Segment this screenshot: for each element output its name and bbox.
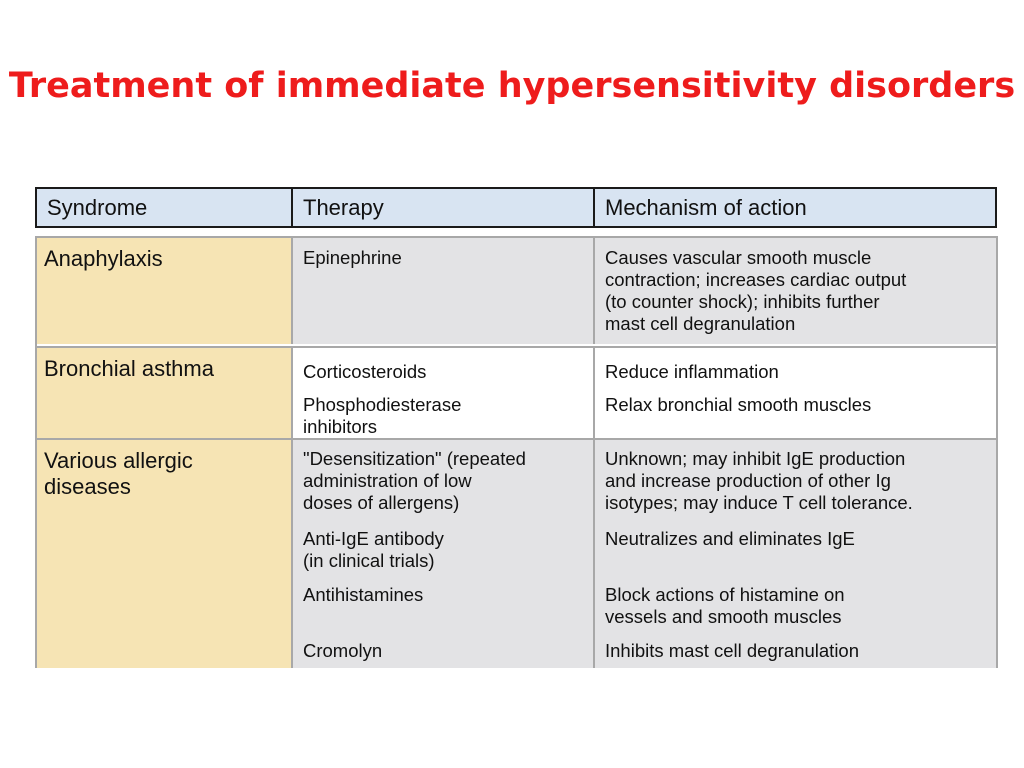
therapy-text: Anti-IgE antibody (in clinical trials) [303, 528, 444, 571]
mechanism-text: Neutralizes and eliminates IgE [605, 528, 855, 549]
header-therapy: Therapy [293, 189, 595, 226]
syndrome-label: Bronchial asthma [44, 356, 214, 381]
mechanism-cell [595, 348, 996, 438]
therapy-cell [293, 348, 595, 438]
slide-title: Treatment of immediate hypersensitivity disorders [8, 66, 1016, 106]
table-header-row [35, 187, 997, 228]
table-row-anaphylaxis [37, 238, 996, 344]
therapy-text: Corticosteroids [303, 361, 427, 382]
syndrome-cell [37, 238, 293, 344]
treatment-table [35, 236, 998, 668]
mechanism-cell [595, 238, 996, 344]
mechanism-text: Block actions of histamine on vessels and smooth muscles [605, 584, 845, 627]
mechanism-cell [595, 440, 996, 668]
syndrome-cell [37, 348, 293, 438]
syndrome-label: Various allergic diseases [44, 448, 193, 499]
mechanism-text: Reduce inflammation [605, 361, 779, 382]
therapy-text: Phosphodiesterase inhibitors [303, 394, 462, 437]
mechanism-text: Inhibits mast cell degranulation [605, 640, 860, 661]
therapy-text: Epinephrine [303, 247, 402, 268]
therapy-text: Antihistamines [303, 584, 424, 605]
therapy-text: "Desensitization" (repeated administration of low doses of allergens) [303, 448, 526, 513]
table-row-bronchial-asthma [37, 346, 996, 438]
syndrome-label: Anaphylaxis [44, 246, 163, 271]
header-mechanism: Mechanism of action [605, 195, 807, 220]
mechanism-text: Causes vascular smooth muscle contraction; increases cardiac output (to counter shock); inhibits further mast cell degranulation [605, 247, 907, 334]
therapy-cell [293, 440, 595, 668]
mechanism-text: Relax bronchial smooth muscles [605, 394, 872, 415]
syndrome-cell [37, 440, 293, 668]
table-row-various-allergic-diseases [37, 438, 996, 668]
therapy-cell [293, 238, 595, 344]
therapy-text: Cromolyn [303, 640, 383, 661]
header-syndrome: Syndrome [37, 189, 293, 226]
mechanism-text: Unknown; may inhibit IgE production and increase production of other Ig isotypes; may induce T cell tolerance. [605, 448, 913, 513]
